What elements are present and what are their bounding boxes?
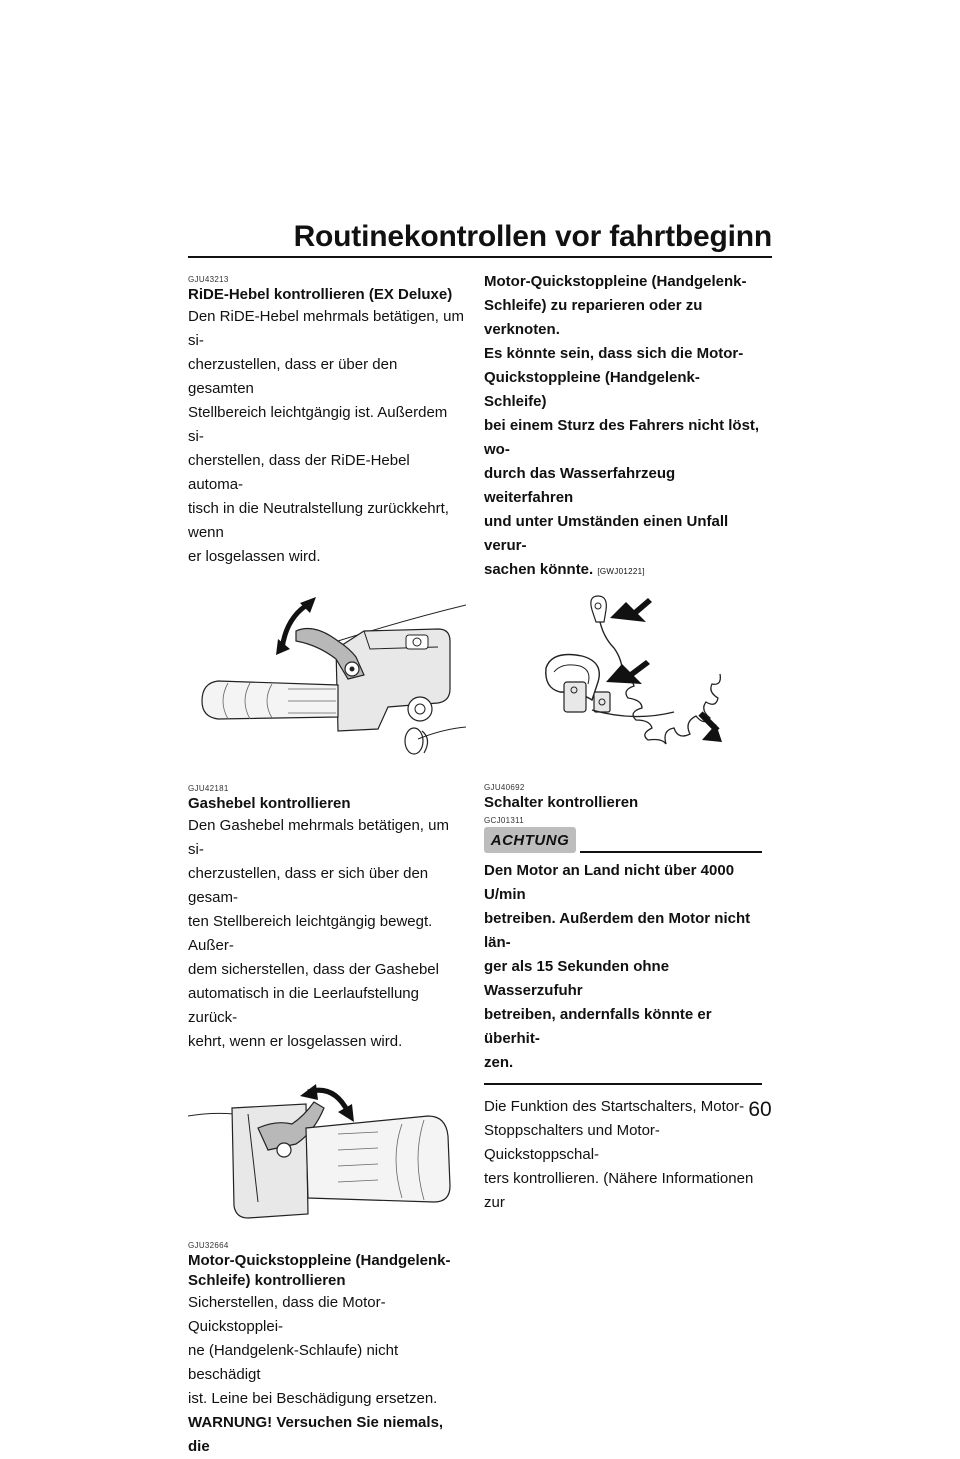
lanyard-warning-text: sachen könnte. bbox=[484, 561, 594, 578]
throttle-line: automatisch in die Leerlaufstellung zurück- bbox=[188, 985, 419, 1026]
throttle-line: Den Gashebel mehrmals betätigen, um si- bbox=[188, 817, 449, 858]
caution-line: betreiben, andernfalls könnte er überhit- bbox=[484, 1006, 712, 1047]
lanyard-warning-line: durch das Wasserfahrzeug weiterfahren bbox=[484, 465, 676, 506]
page-title: Routinekontrollen vor fahrtbeginn bbox=[293, 220, 772, 253]
page-number: 60 bbox=[748, 1098, 772, 1121]
left-column bbox=[188, 276, 466, 1459]
caution-line: zen. bbox=[484, 1054, 514, 1071]
caution-header bbox=[484, 827, 762, 853]
switches-line: ters kontrollieren. (Nähere Informationen zur bbox=[484, 1170, 754, 1211]
caution-bottom-rule bbox=[484, 1083, 762, 1085]
warning-code: [GWJ01221] bbox=[597, 567, 645, 576]
section-heading-lanyard: Motor-Quickstoppleine (Handgelenk- bbox=[188, 1252, 451, 1269]
right-column bbox=[484, 270, 762, 1215]
lanyard-warning-line: bei einem Sturz des Fahrers nicht löst, wo- bbox=[484, 417, 760, 458]
caution-code: GCJ01311 bbox=[484, 816, 525, 825]
lanyard-warning-line: Es könnte sein, dass sich die Motor- bbox=[484, 345, 744, 362]
throttle-illustration bbox=[188, 1074, 466, 1226]
lanyard-warning-line: Schleife) zu reparieren oder zu verknoten. bbox=[484, 297, 703, 338]
section-heading-ride-lever: RiDE-Hebel kontrollieren (EX Deluxe) bbox=[188, 286, 453, 303]
ride-lever-line: cherzustellen, dass er über den gesamten bbox=[188, 356, 398, 397]
throttle-line: cherzustellen, dass er sich über den gesam- bbox=[188, 865, 429, 906]
lanyard-warning-line: WARNUNG! Versuchen Sie niemals, die bbox=[188, 1414, 444, 1455]
caution-rule bbox=[580, 851, 762, 853]
lanyard-warning-line: Quickstoppleine (Handgelenk-Schleife) bbox=[484, 369, 700, 410]
caution-line: ger als 15 Sekunden ohne Wasserzufuhr bbox=[484, 958, 670, 999]
caution-label: ACHTUNG bbox=[484, 827, 576, 853]
caution-line: Den Motor an Land nicht über 4000 U/min bbox=[484, 862, 735, 903]
throttle-line: kehrt, wenn er losgelassen wird. bbox=[188, 1033, 403, 1050]
lanyard-warning-line: und unter Umständen einen Unfall verur- bbox=[484, 513, 729, 554]
section-code: GJU42181 bbox=[188, 784, 229, 793]
ride-lever-line: cherstellen, dass der RiDE-Hebel automa- bbox=[188, 452, 410, 493]
switches-line: Die Funktion des Startschalters, Motor- bbox=[484, 1098, 745, 1115]
lanyard-line: ne (Handgelenk-Schlaufe) nicht beschädigt bbox=[188, 1342, 399, 1383]
section-heading-lanyard-cont: Schleife) kontrollieren bbox=[188, 1272, 346, 1289]
throttle-line: dem sicherstellen, dass der Gashebel bbox=[188, 961, 439, 978]
lanyard-warning-line: Motor-Quickstoppleine (Handgelenk- bbox=[484, 273, 747, 290]
ride-lever-illustration bbox=[188, 589, 466, 771]
lanyard-illustration bbox=[484, 592, 762, 770]
throttle-line: ten Stellbereich leichtgängig bewegt. Außer- bbox=[188, 913, 433, 954]
section-code: GJU32664 bbox=[188, 1241, 229, 1250]
caution-line: betreiben. Außerdem den Motor nicht län- bbox=[484, 910, 751, 951]
ride-lever-line: tisch in die Neutralstellung zurückkehrt, wenn bbox=[188, 500, 449, 541]
section-heading-switches: Schalter kontrollieren bbox=[484, 794, 639, 811]
lanyard-warning-last-line bbox=[484, 558, 762, 584]
section-code: GJU40692 bbox=[484, 783, 525, 792]
lanyard-line: ist. Leine bei Beschädigung ersetzen. bbox=[188, 1390, 438, 1407]
ride-lever-line: er losgelassen wird. bbox=[188, 548, 321, 565]
ride-lever-line: Stellbereich leichtgängig ist. Außerdem si- bbox=[188, 404, 448, 445]
switches-line: Stoppschalters und Motor-Quickstoppschal- bbox=[484, 1122, 660, 1163]
ride-lever-line: Den RiDE-Hebel mehrmals betätigen, um si- bbox=[188, 308, 464, 349]
section-heading-throttle: Gashebel kontrollieren bbox=[188, 795, 351, 812]
header-rule bbox=[188, 256, 772, 258]
lanyard-line: Sicherstellen, dass die Motor-Quickstopplei- bbox=[188, 1294, 386, 1335]
section-code: GJU43213 bbox=[188, 275, 229, 284]
